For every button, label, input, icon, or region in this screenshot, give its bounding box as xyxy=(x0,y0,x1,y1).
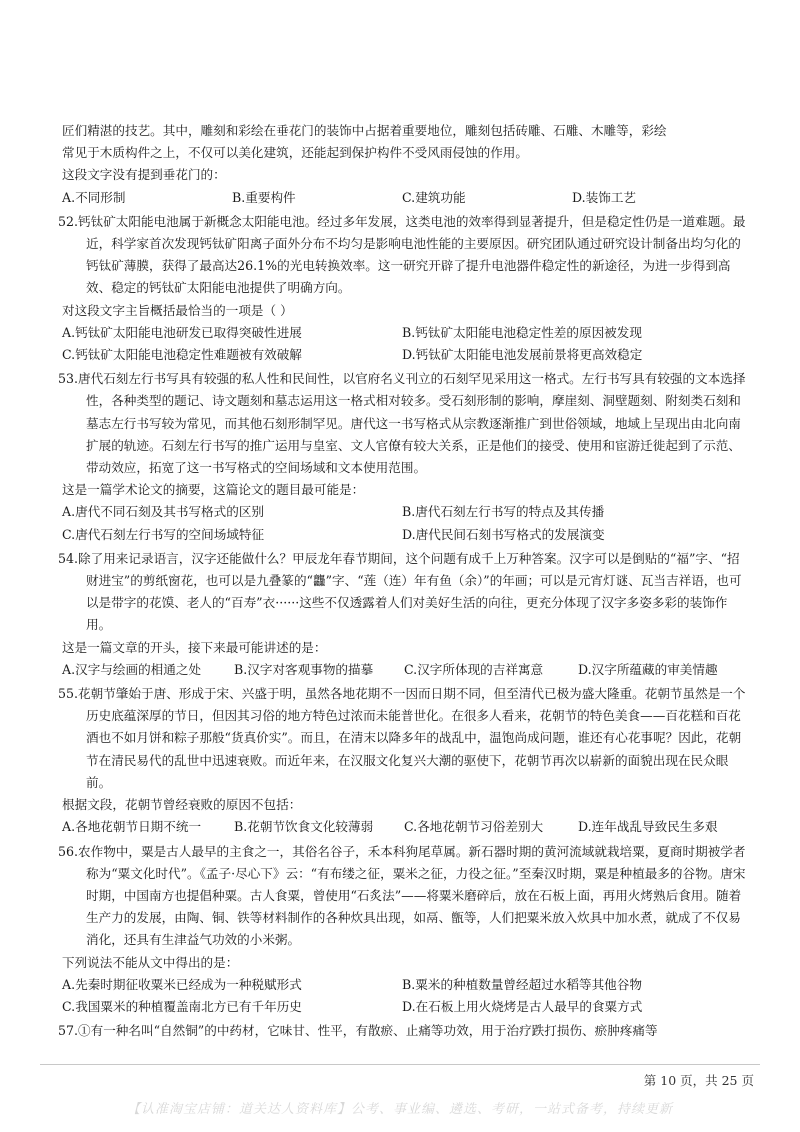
option-list xyxy=(58,974,748,1018)
question-56 xyxy=(58,841,748,1019)
option-a[interactable]: A.钙钛矿太阳能电池研发已取得突破性进展 xyxy=(62,324,302,340)
question-57 xyxy=(58,1020,748,1042)
option-d[interactable]: D.汉字所蕴藏的审美情趣 xyxy=(578,661,718,677)
option-c[interactable]: C.唐代石刻左行书写的空间场域特征 xyxy=(62,526,265,542)
question-55 xyxy=(58,683,748,838)
question-stem: 这段文字没有提到垂花门的： xyxy=(62,167,226,183)
option-a[interactable]: A.各地花朝节日期不统一 xyxy=(62,819,202,835)
question-53 xyxy=(58,368,748,546)
question-stem: 这是一篇文章的开头，接下来最可能讲述的是： xyxy=(62,639,327,655)
option-b[interactable]: B.重要构件 xyxy=(232,189,296,205)
question-stem: 对这段文字主旨概括最恰当的一项是（ ） xyxy=(62,302,293,318)
option-b[interactable]: B.唐代石刻左行书写的特点及其传播 xyxy=(402,504,605,520)
option-c[interactable]: C.钙钛矿太阳能电池稳定性难题被有效破解 xyxy=(62,347,302,363)
option-d[interactable]: D.连年战乱导致民生多艰 xyxy=(578,819,718,835)
question-passage: 55.花朝节肇始于唐、形成于宋、兴盛于明，虽然各地花期不一因而日期不同，但至清代已极为盛大隆重。花朝节虽然是一个历史底蕴深厚的节日，但因其习俗的地方特色过浓而未能普世化。在很多人看来，花朝节的特色美食——百花糕和百花酒也不如月饼和粽子那般“货真价实”。而且，在清末以降多年的战乱中，温饱尚成问题，谁还有心花事呢？因此，花朝节在清民易代的乱世中迅速衰败。而近年来，在汉服文化复兴大潮的驱使下，花朝节再次以崭新的面貌出现在民众眼前。 xyxy=(58,686,746,790)
page-content xyxy=(58,118,748,1042)
watermark-text: 【认准淘宝店铺：道关达人资料库】公考、事业编、遴选、考研，一站式备考，持续更新 xyxy=(126,1102,673,1117)
option-a[interactable]: A.不同形制 xyxy=(62,189,126,205)
option-b[interactable]: B.钙钛矿太阳能电池稳定性差的原因被发现 xyxy=(402,324,642,340)
option-d[interactable]: D.装饰工艺 xyxy=(572,189,637,205)
question-passage: 56.农作物中，粟是古人最早的主食之一，其俗名谷子，禾本科狗尾草属。新石器时期的黄河流域就栽培粟，夏商时期被学者称为“粟文化时代”。《孟子·尽心下》云：“有布缕之征，粟米之征，力役之征。”至秦汉时期，粟是种植最多的谷物。唐宋时期，中国南方也提倡种粟。古人食粟，曾使用“石炙法”——将粟米磨碎后，放在石板上面，再用火烤熟后食用。随着生产力的发展，由陶、铜、铁等材料制作的各种炊具出现，如鬲、甑等，人们把粟米放入炊具中加水煮，就成了不仅易消化，还具有生津益气功效的小米粥。 xyxy=(58,843,746,948)
question-stem: 下列说法不能从文中得出的是： xyxy=(62,954,239,970)
option-c[interactable]: C.建筑功能 xyxy=(402,189,466,205)
footer-divider xyxy=(40,1064,760,1065)
option-list xyxy=(58,659,748,681)
option-b[interactable]: B.汉字对客观事物的描摹 xyxy=(234,661,374,677)
question-54 xyxy=(58,548,748,681)
option-list xyxy=(58,501,748,545)
option-b[interactable]: B.粟米的种植数量曾经超过水稻等其他谷物 xyxy=(402,976,642,992)
option-c[interactable]: C.我国粟米的种植覆盖南北方已有千年历史 xyxy=(62,998,302,1014)
question-passage: 57.①有一种名叫“自然铜”的中药材，它味甘、性平，有散瘀、止痛等功效，用于治疗跌打损伤、瘀肿疼痛等 xyxy=(58,1023,658,1039)
option-list xyxy=(58,322,748,366)
option-list xyxy=(58,187,748,209)
question-stem: 这是一篇学术论文的摘要，这篇论文的题目最可能是： xyxy=(62,482,365,498)
option-d[interactable]: D.钙钛矿太阳能电池发展前景将更高效稳定 xyxy=(402,347,643,363)
question-passage: 53.唐代石刻左行书写具有较强的私人性和民间性，以官府名义刊立的石刻罕见采用这一格式。左行书写具有较强的文本选择性，各种类型的题记、诗文题刻和墓志运用这一格式相对较多。受石刻形制的影响，摩崖刻、洞壁题刻、附刻类石刻和墓志左行书写较为常见，而其他石刻形制罕见。唐代这一书写格式从宗教逐渐推广到世俗领域，地域上呈现出由北向南扩展的轨迹。石刻左行书写的推广运用与皇室、文人官僚有较大关系，正是他们的接受、使用和宦游迁徙起到了示范、带动效应，拓宽了这一书写格式的空间场域和文本使用范围。 xyxy=(58,371,746,476)
page-number: 第 10 页，共 25 页 xyxy=(643,1073,754,1088)
passage-line: 常见于木质构件之上，不仅可以美化建筑，还能起到保护构件不受风雨侵蚀的作用。 xyxy=(62,145,528,161)
option-a[interactable]: A.先秦时期征收粟米已经成为一种税赋形式 xyxy=(62,976,302,992)
question-stem: 根据文段，花朝节曾经衰败的原因不包括： xyxy=(62,797,302,813)
option-list xyxy=(58,816,748,838)
question-52 xyxy=(58,211,748,366)
option-c[interactable]: C.汉字所体现的吉祥寓意 xyxy=(404,661,544,677)
passage-fragment xyxy=(58,120,748,209)
option-d[interactable]: D.唐代民间石刻书写格式的发展演变 xyxy=(402,526,605,542)
question-passage: 52.钙钛矿太阳能电池属于新概念太阳能电池。经过多年发展，这类电池的效率得到显著提升，但是稳定性仍是一道难题。最近，科学家首次发现钙钛矿阳离子面外分布不均匀是影响电池性能的主要原因。研究团队通过研究设计制备出均匀化的钙钛矿薄膜，获得了最高达26.1%的光电转换效率。这一研究开辟了提升电池器件稳定性的新途径，为进一步得到高效、稳定的钙钛矿太阳能电池提供了明确方向。 xyxy=(58,213,746,296)
option-c[interactable]: C.各地花朝节习俗差别大 xyxy=(404,819,544,835)
option-a[interactable]: A.汉字与绘画的相通之处 xyxy=(62,661,202,677)
question-passage: 54.除了用来记录语言，汉字还能做什么？甲辰龙年春节期间，这个问题有成千上万种答案。汉字可以是倒贴的“福”字、“招财进宝”的剪纸窗花，也可以是九叠篆的“龘”字、“莲（连）年有鱼（余）”的年画；可以是元宵灯谜、瓦当吉祥语，也可以是带字的花馍、老人的“百寿”衣······这些不仅透露着人们对美好生活的向往，更充分体现了汉字多姿多彩的装饰作用。 xyxy=(58,550,742,633)
passage-line: 匠们精湛的技艺。其中，雕刻和彩绘在垂花门的装饰中占据着重要地位，雕刻包括砖雕、石雕、木雕等，彩绘 xyxy=(62,123,667,138)
option-d[interactable]: D.在石板上用火烧烤是古人最早的食粟方式 xyxy=(402,998,643,1014)
option-a[interactable]: A.唐代不同石刻及其书写格式的区别 xyxy=(62,504,265,520)
option-b[interactable]: B.花朝节饮食文化较薄弱 xyxy=(234,819,374,835)
